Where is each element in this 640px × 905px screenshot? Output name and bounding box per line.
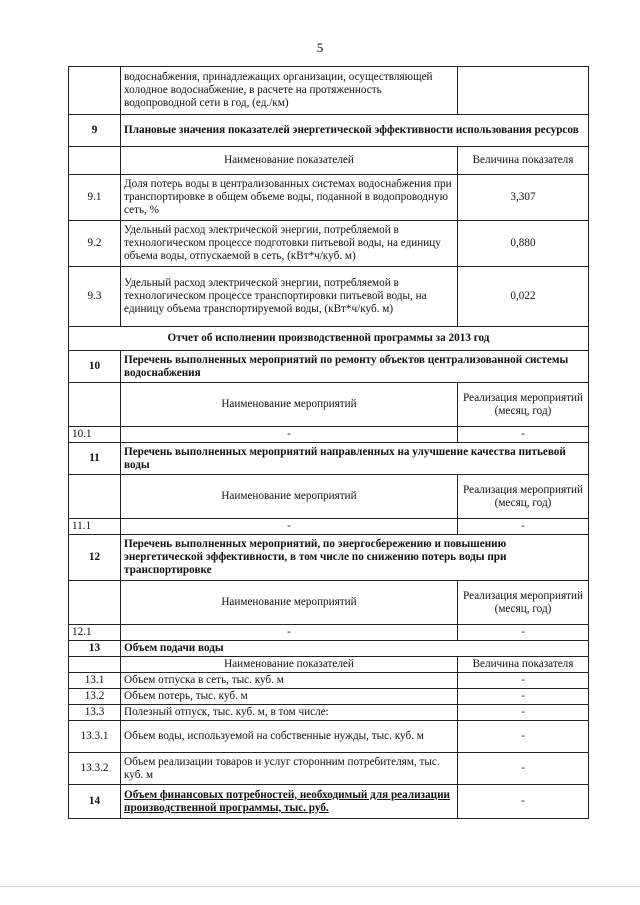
row-num: 12.1 xyxy=(69,625,121,641)
row-text: Объем потерь, тыс. куб. м xyxy=(121,689,458,705)
section-10-col-value: Реализация мероприятий (месяц, год) xyxy=(458,383,589,427)
row-text: Доля потерь воды в централизованных системах водоснабжения при транспортировке в общем объеме воды, поданной в водопроводную сеть, % xyxy=(121,175,458,221)
section-10-columns xyxy=(69,383,589,427)
section-13-num: 13 xyxy=(69,641,121,657)
table-row xyxy=(69,175,589,221)
row-value: 3,307 xyxy=(458,175,589,221)
row-text: Удельный расход электрической энергии, потребляемой в технологическом процессе транспортировки питьевой воды, на единицу объема транспортируемой воды, (кВт*ч/куб. м) xyxy=(121,267,458,327)
row-num: 13.1 xyxy=(69,673,121,689)
section-12-title: Перечень выполненных мероприятий, по энергосбережению и повышению энергетической эффективности, в том числе по снижению потерь воды при транспортировке xyxy=(121,535,589,581)
table-row xyxy=(69,721,589,753)
table-row xyxy=(69,427,589,443)
row-num: 11.1 xyxy=(69,519,121,535)
table-row xyxy=(69,267,589,327)
report-title-row xyxy=(69,327,589,351)
table-row xyxy=(69,519,589,535)
section-13-header xyxy=(69,641,589,657)
section-11-col-value: Реализация мероприятий (месяц, год) xyxy=(458,475,589,519)
page-number: 5 xyxy=(316,40,324,55)
row-text: - xyxy=(121,427,458,443)
section-10-num: 10 xyxy=(69,351,121,383)
row-value: - xyxy=(458,427,589,443)
section-12-columns xyxy=(69,581,589,625)
row-num: 9.2 xyxy=(69,221,121,267)
section-10-title: Перечень выполненных мероприятий по ремонту объектов централизованной системы водоснабжения xyxy=(121,351,589,383)
section-11-col-name: Наименование мероприятий xyxy=(121,475,458,519)
table-row xyxy=(69,753,589,785)
section-11-num: 11 xyxy=(69,443,121,475)
intro-num-cell xyxy=(69,67,121,115)
section-11-title: Перечень выполненных мероприятий направленных на улучшение качества питьевой воды xyxy=(121,443,589,475)
section-14-row xyxy=(69,785,589,819)
section-14-value: - xyxy=(458,785,589,819)
row-value: - xyxy=(458,721,589,753)
row-num: 9.1 xyxy=(69,175,121,221)
section-9-col-value: Величина показателя xyxy=(458,147,589,175)
row-text: - xyxy=(121,519,458,535)
section-14-num: 14 xyxy=(69,785,121,819)
section-13-columns xyxy=(69,657,589,673)
row-value: - xyxy=(458,625,589,641)
intro-value xyxy=(458,67,589,115)
section-11-header xyxy=(69,443,589,475)
row-value: - xyxy=(458,753,589,785)
row-num: 13.3.2 xyxy=(69,753,121,785)
row-num: 10.1 xyxy=(69,427,121,443)
table-row xyxy=(69,705,589,721)
row-text: Объем отпуска в сеть, тыс. куб. м xyxy=(121,673,458,689)
row-num: 9.3 xyxy=(69,267,121,327)
report-title: Отчет об исполнении производственной программы за 2013 год xyxy=(69,327,589,351)
section-9-col-empty xyxy=(69,147,121,175)
section-11-col-empty xyxy=(69,475,121,519)
table-row xyxy=(69,673,589,689)
program-table xyxy=(68,66,589,819)
section-9-title: Плановые значения показателей энергетической эффективности использования ресурсов xyxy=(121,115,589,147)
intro-row xyxy=(69,67,589,115)
row-text: Удельный расход электрической энергии, потребляемой в технологическом процессе подготовки питьевой воды, на единицу объема воды, отпускаемой в сеть, (кВт*ч/куб. м) xyxy=(121,221,458,267)
section-12-col-value: Реализация мероприятий (месяц, год) xyxy=(458,581,589,625)
section-12-col-name: Наименование мероприятий xyxy=(121,581,458,625)
row-num: 13.3.1 xyxy=(69,721,121,753)
section-13-col-name: Наименование показателей xyxy=(121,657,458,673)
row-num: 13.3 xyxy=(69,705,121,721)
row-value: - xyxy=(458,519,589,535)
section-14-title: Объем финансовых потребностей, необходимый для реализации производственной программы, тыс. руб. xyxy=(121,785,458,819)
section-13-col-value: Величина показателя xyxy=(458,657,589,673)
section-13-title: Объем подачи воды xyxy=(121,641,589,657)
row-value: - xyxy=(458,689,589,705)
row-text: Полезный отпуск, тыс. куб. м, в том числе: xyxy=(121,705,458,721)
section-9-header xyxy=(69,115,589,147)
table-row xyxy=(69,625,589,641)
section-13-col-empty xyxy=(69,657,121,673)
row-text: Объем реализации товаров и услуг сторонним потребителям, тыс. куб. м xyxy=(121,753,458,785)
section-9-columns xyxy=(69,147,589,175)
intro-text: водоснабжения, принадлежащих организации, осуществляющей холодное водоснабжение, в расчете на протяженность водопроводной сети в год, (ед./км) xyxy=(121,67,458,115)
row-value: 0,880 xyxy=(458,221,589,267)
row-value: - xyxy=(458,673,589,689)
section-11-columns xyxy=(69,475,589,519)
section-12-num: 12 xyxy=(69,535,121,581)
page-edge-line xyxy=(0,886,640,887)
table-row xyxy=(69,221,589,267)
section-10-header xyxy=(69,351,589,383)
section-12-header xyxy=(69,535,589,581)
table-row xyxy=(69,689,589,705)
section-9-num: 9 xyxy=(69,115,121,147)
section-9-col-name: Наименование показателей xyxy=(121,147,458,175)
row-value: - xyxy=(458,705,589,721)
section-10-col-empty xyxy=(69,383,121,427)
row-num: 13.2 xyxy=(69,689,121,705)
section-10-col-name: Наименование мероприятий xyxy=(121,383,458,427)
row-text: Объем воды, используемой на собственные нужды, тыс. куб. м xyxy=(121,721,458,753)
row-value: 0,022 xyxy=(458,267,589,327)
row-text: - xyxy=(121,625,458,641)
section-12-col-empty xyxy=(69,581,121,625)
